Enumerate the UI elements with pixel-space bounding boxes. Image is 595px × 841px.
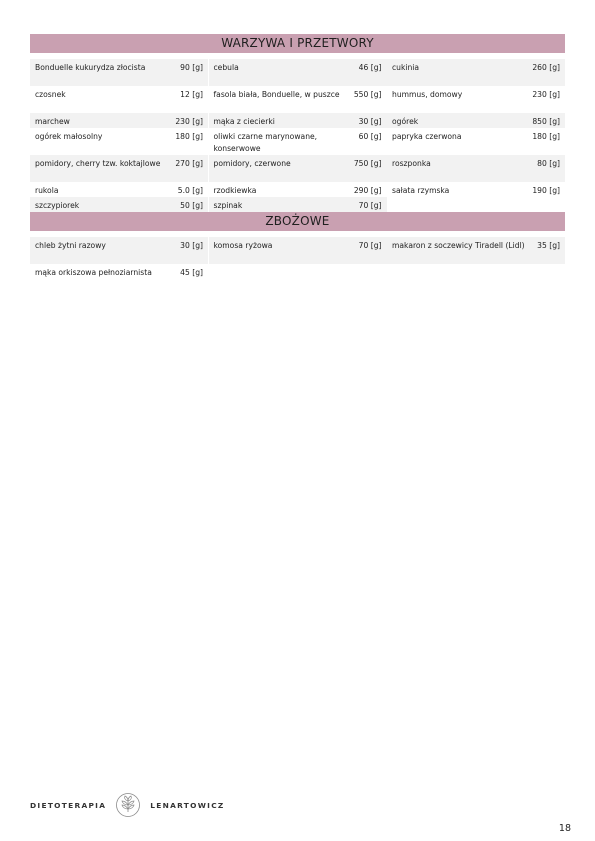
product-name: ogórek małosolny xyxy=(35,132,103,141)
product-amount: 45 [g] xyxy=(180,268,203,277)
product-cell xyxy=(387,155,565,182)
product-amount: 70 [g] xyxy=(358,201,382,210)
product-cell xyxy=(209,237,387,264)
empty-cell xyxy=(209,264,387,291)
product-name: komosa ryżowa xyxy=(213,241,273,250)
product-cell xyxy=(387,182,565,197)
product-name: roszponka xyxy=(392,159,431,168)
table-row xyxy=(30,86,565,113)
table-row xyxy=(30,59,565,86)
product-cell xyxy=(30,155,208,182)
product-cell xyxy=(387,59,565,86)
product-amount: 5.0 [g] xyxy=(177,186,203,195)
product-name: szczypiorek xyxy=(35,201,80,210)
product-amount: 260 [g] xyxy=(532,63,560,72)
product-name: mąka orkiszowa pełnoziarnista xyxy=(35,268,152,277)
product-amount: 750 [g] xyxy=(353,159,382,168)
product-amount: 90 [g] xyxy=(180,63,203,72)
products-table-warzywa xyxy=(30,59,565,212)
product-amount: 190 [g] xyxy=(532,186,560,195)
table-row xyxy=(30,155,565,182)
product-name: papryka czerwona xyxy=(392,132,462,141)
brand-right-text: LENARTOWICZ xyxy=(150,800,225,810)
product-name: hummus, domowy xyxy=(392,90,463,99)
product-amount: 180 [g] xyxy=(532,132,560,141)
section-header-warzywa: WARZYWA I PRZETWORY xyxy=(30,34,565,53)
product-cell xyxy=(209,128,387,155)
product-cell xyxy=(387,237,565,264)
product-name: czosnek xyxy=(35,90,66,99)
product-amount: 46 [g] xyxy=(358,63,382,72)
product-cell xyxy=(30,128,208,155)
products-table-zbozowe xyxy=(30,237,565,291)
product-amount: 290 [g] xyxy=(353,186,382,195)
product-amount: 30 [g] xyxy=(358,117,382,126)
product-amount: 70 [g] xyxy=(358,241,382,250)
product-cell xyxy=(209,113,387,128)
product-amount: 230 [g] xyxy=(175,117,203,126)
empty-cell xyxy=(387,264,565,291)
product-name: cukinia xyxy=(392,63,420,72)
product-cell xyxy=(209,155,387,182)
product-amount: 230 [g] xyxy=(532,90,560,99)
section-header-zbozowe: ZBOŻOWE xyxy=(30,212,565,231)
product-name: rukola xyxy=(35,186,59,195)
product-name: mąka z ciecierki xyxy=(213,117,275,126)
product-cell xyxy=(30,59,208,86)
product-name: cebula xyxy=(213,63,239,72)
product-cell xyxy=(30,86,208,113)
product-name: Bonduelle kukurydza złocista xyxy=(35,63,146,72)
product-cell xyxy=(30,113,208,128)
product-name: ogórek xyxy=(392,117,419,126)
table-row xyxy=(30,113,565,128)
product-amount: 80 [g] xyxy=(537,159,560,168)
product-name: fasola biała, Bonduelle, w puszce xyxy=(213,90,340,99)
product-name: szpinak xyxy=(213,201,243,210)
product-amount: 850 [g] xyxy=(532,117,560,126)
product-name: sałata rzymska xyxy=(392,186,450,195)
footer-brand xyxy=(30,793,225,817)
brand-left-text: DIETOTERAPIA xyxy=(30,800,107,810)
table-row xyxy=(30,264,565,291)
product-cell xyxy=(30,237,208,264)
product-amount: 550 [g] xyxy=(353,90,382,99)
product-name: makaron z soczewicy Tiradell (Lidl) xyxy=(392,241,525,250)
product-amount: 30 [g] xyxy=(180,241,203,250)
product-cell xyxy=(30,264,208,291)
product-cell xyxy=(30,197,208,212)
product-name: rzodkiewka xyxy=(213,186,257,195)
leaf-circle-icon xyxy=(115,792,141,818)
product-cell xyxy=(30,182,208,197)
product-amount: 12 [g] xyxy=(180,90,203,99)
product-cell xyxy=(209,182,387,197)
empty-cell xyxy=(387,197,565,212)
product-name: pomidory, cherry tzw. koktajlowe xyxy=(35,159,161,168)
table-row xyxy=(30,237,565,264)
product-cell xyxy=(209,197,387,212)
product-cell xyxy=(209,86,387,113)
product-name: pomidory, czerwone xyxy=(213,159,291,168)
product-name: oliwki czarne marynowane, konserwowe xyxy=(213,132,318,153)
product-amount: 180 [g] xyxy=(175,132,203,141)
product-amount: 60 [g] xyxy=(358,132,382,141)
product-name: marchew xyxy=(35,117,70,126)
table-row xyxy=(30,182,565,197)
product-amount: 35 [g] xyxy=(537,241,560,250)
product-cell xyxy=(387,113,565,128)
product-amount: 50 [g] xyxy=(180,201,203,210)
table-row xyxy=(30,128,565,155)
page-number: 18 xyxy=(558,823,571,834)
table-row xyxy=(30,197,565,212)
product-cell xyxy=(387,86,565,113)
product-cell xyxy=(209,59,387,86)
product-name: chleb żytni razowy xyxy=(35,241,106,250)
product-amount: 270 [g] xyxy=(175,159,203,168)
product-cell xyxy=(387,128,565,155)
